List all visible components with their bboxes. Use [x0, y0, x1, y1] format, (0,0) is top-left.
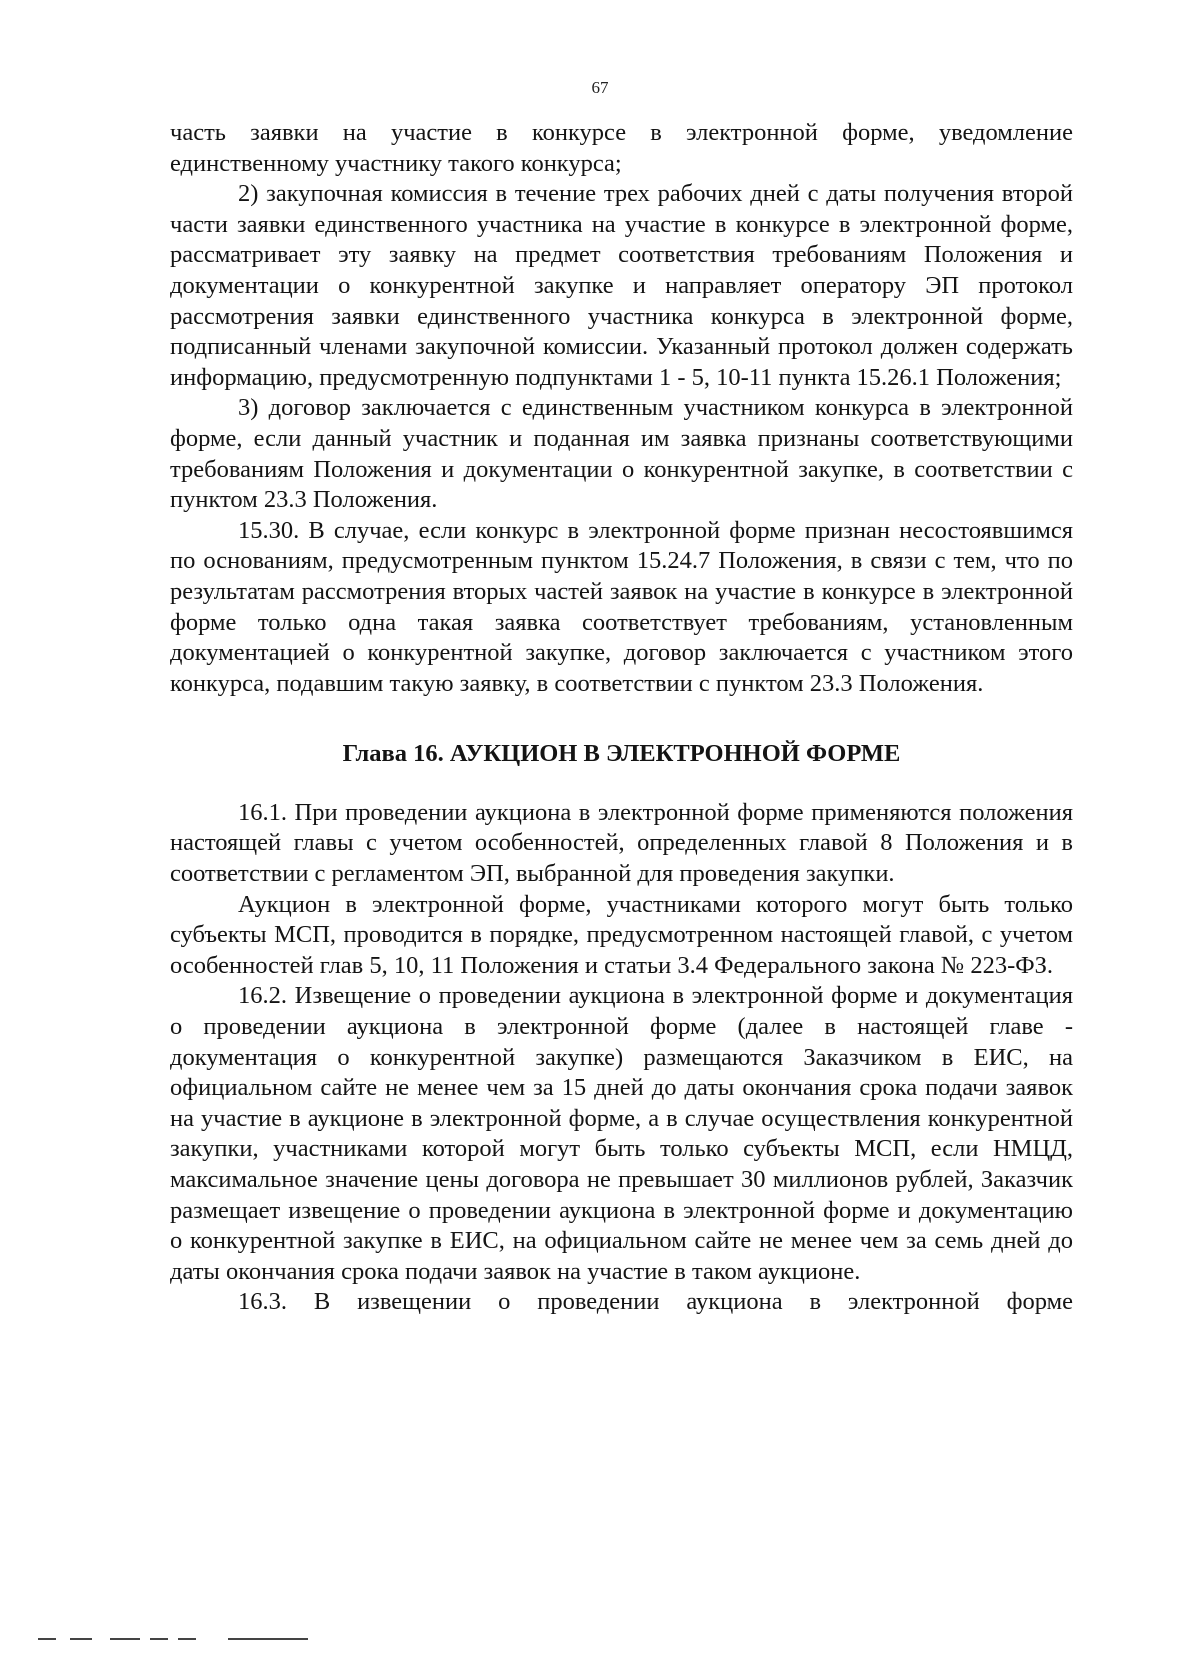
scan-artifact-marks: [38, 1638, 338, 1642]
document-body: [170, 118, 1073, 1318]
paragraph-16-1-msp: Аукцион в электронной форме, участниками которого могут быть только субъекты МСП, проводится в порядке, предусмотренном настоящей главой, с учетом особенностей глав 5, 10, 11 Положения и статьи 3.4 Федерального закона № 223-ФЗ.: [170, 890, 1073, 979]
chapter-heading: Глава 16. АУКЦИОН В ЭЛЕКТРОННОЙ ФОРМЕ: [342, 740, 901, 768]
paragraph-item-2: 2) закупочная комиссия в течение трех рабочих дней с даты получения второй части заявки единственного участника на участие в конкурсе в электронной форме, рассматривает эту заявку на предмет соответствия требованиям Положения и документации о конкурентной закупке и направляет оператору ЭП протокол рассмотрения заявки единственного участника конкурса в электронной форме, подписанный членами закупочной комиссии. Указанный протокол должен содержать информацию, предусмотренную подпунктами 1 - 5, 10-11 пункта 15.26.1 Положения;: [170, 180, 1073, 391]
paragraph-continuation: часть заявки на участие в конкурсе в электронной форме, уведомление единственному участнику такого конкурса;: [170, 119, 1073, 177]
paragraph-15-30: 15.30. В случае, если конкурс в электронной форме признан несостоявшимся по основаниям, предусмотренным пунктом 15.24.7 Положения, в связи с тем, что по результатам рассмотрения вторых частей заявок на участие в конкурсе в электронной форме только одна такая заявка соответствует требованиям, установленным документацией о конкурентной закупке, договор заключается с участником этого конкурса, подавшим такую заявку, в соответствии с пунктом 23.3 Положения.: [170, 516, 1073, 697]
paragraph-16-2: 16.2. Извещение о проведении аукциона в электронной форме и документация о проведении аукциона в электронной форме (далее в настоящей главе - документация о конкурентной закупке) размещаются Заказчиком в ЕИС, на официальном сайте не менее чем за 15 дней до даты окончания срока подачи заявок на участие в аукционе в электронной форме, а в случае осуществления конкурентной закупки, участниками которой могут быть только субъекты МСП, если НМЦД, максимальное значение цены договора не превышает 30 миллионов рублей, Заказчик размещает извещение о проведении аукциона в электронной форме и документацию о конкурентной закупке в ЕИС, на официальном сайте не менее чем за семь дней до даты окончания срока подачи заявок на участие в таком аукционе.: [170, 982, 1073, 1285]
paragraph-item-3: 3) договор заключается с единственным участником конкурса в электронной форме, если данный участник и поданная им заявка признаны соответствующими требованиям Положения и документации о конкурентной закупке, в соответствии с пунктом 23.3 Положения.: [170, 394, 1073, 514]
paragraph-16-3: 16.3. В извещении о проведении аукциона в электронной форме: [238, 1288, 1073, 1316]
page-number: 67: [591, 78, 609, 97]
paragraph-16-1: 16.1. При проведении аукциона в электронной форме применяются положения настоящей главы с учетом особенностей, определенных главой 8 Положения и в соответствии с регламентом ЭП, выбранной для проведения закупки.: [170, 798, 1073, 888]
